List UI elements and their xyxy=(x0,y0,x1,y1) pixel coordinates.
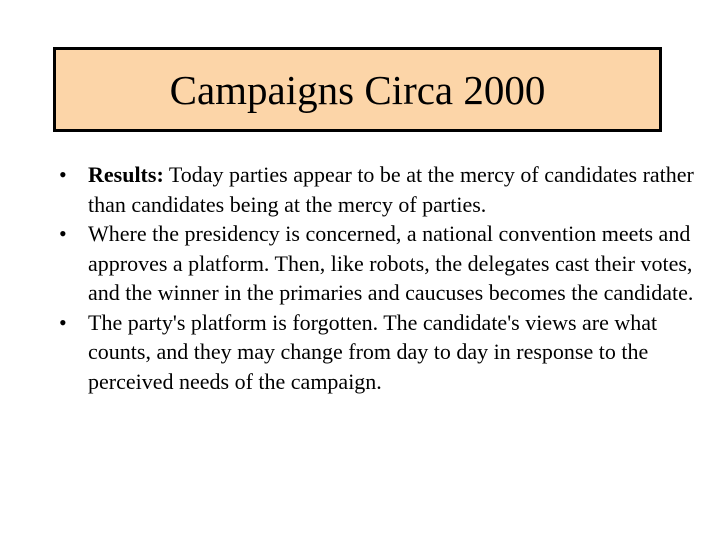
bullet-dot-icon: • xyxy=(59,221,67,246)
bullet-lead-label: Results: xyxy=(88,162,164,187)
bullet-item-results xyxy=(55,160,695,219)
bullet-list xyxy=(55,160,695,396)
title-box xyxy=(53,47,662,132)
bullet-text: Today parties appear to be at the mercy of candidates rather than candidates being at the mercy of parties. xyxy=(88,162,694,217)
bullet-text: Where the presidency is concerned, a national convention meets and approves a platform. Then, like robots, the delegates cast their votes, and the winner in the primaries and caucuses becomes the candidate. xyxy=(88,221,694,305)
bullet-dot-icon: • xyxy=(59,162,67,187)
bullet-text: The party's platform is forgotten. The candidate's views are what counts, and they may change from day to day in response to the perceived needs of the campaign. xyxy=(88,309,658,394)
slide-title: Campaigns Circa 2000 xyxy=(169,67,546,113)
bullet-dot-icon: • xyxy=(59,309,67,335)
bullet-item-presidency xyxy=(55,219,695,308)
bullet-item-platform xyxy=(55,308,695,397)
